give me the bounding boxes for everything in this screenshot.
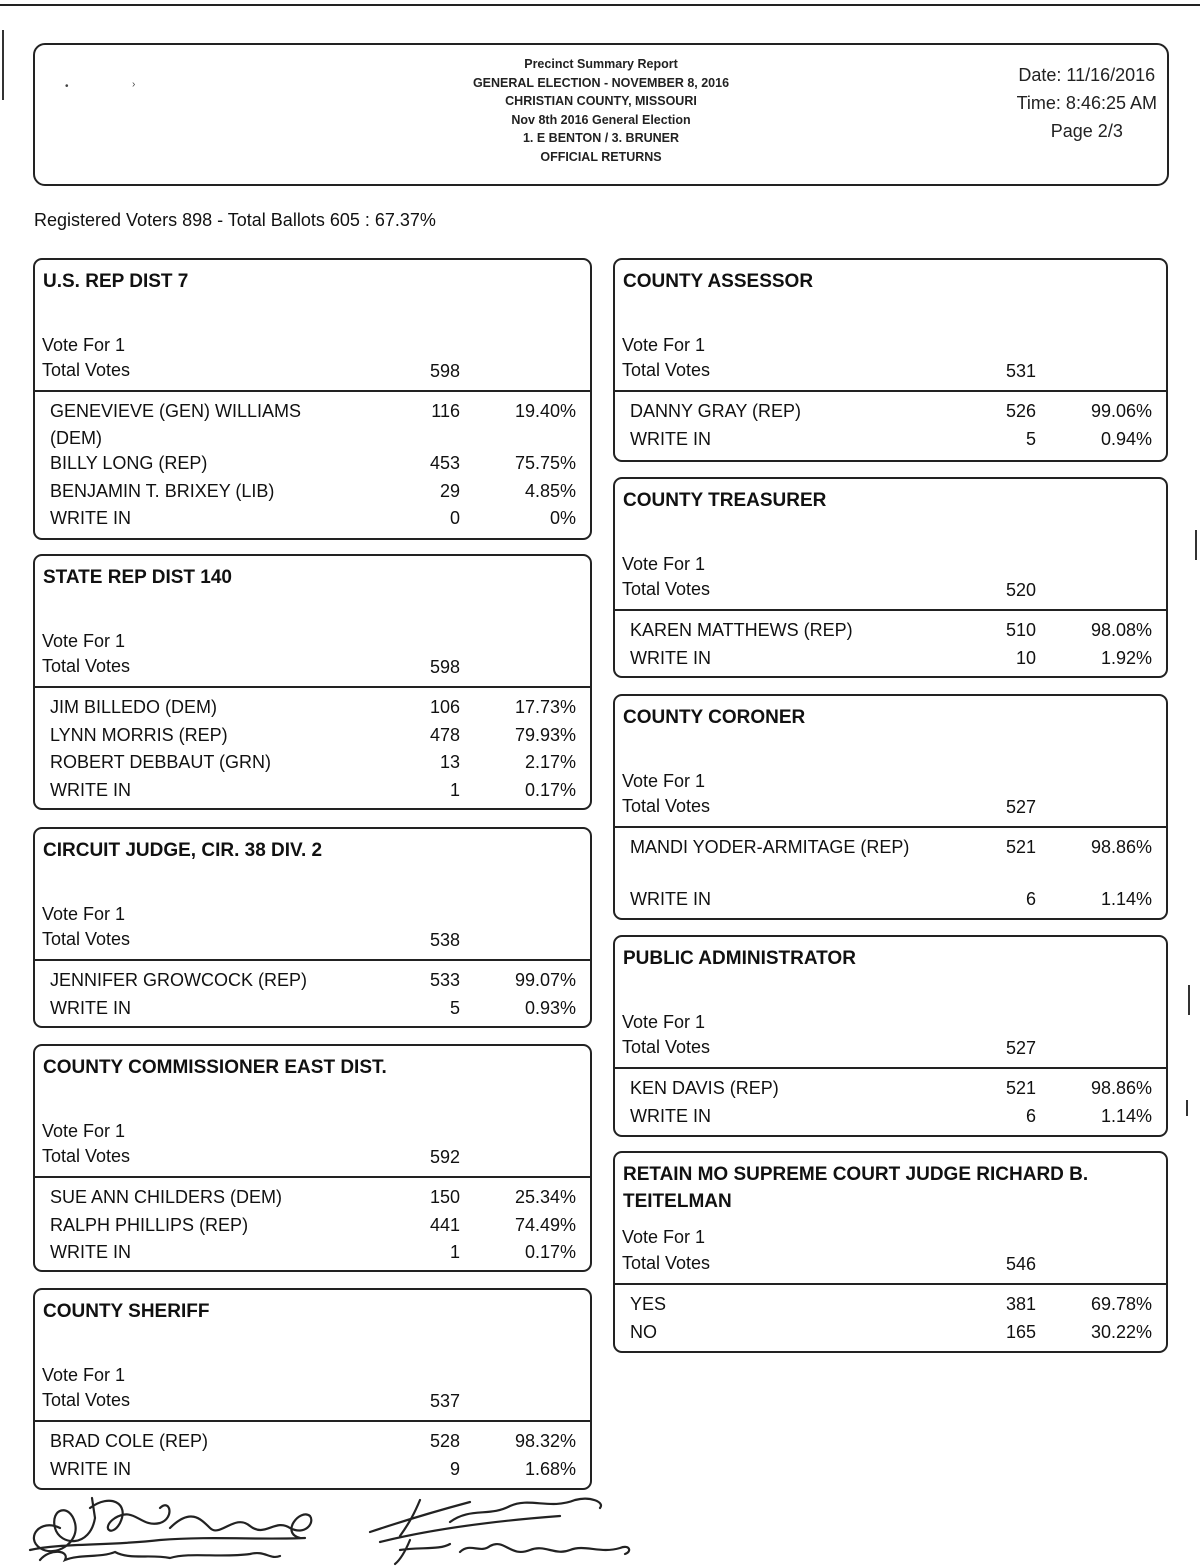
candidate-row [35,505,590,532]
candidate-percent: 19.40% [514,401,576,421]
candidate-name: JENNIFER GROWCOCK (REP) [50,970,308,990]
registered-voters-summary: Registered Voters 898 - Total Ballots 605 : 67.37% [34,210,436,230]
results-divider [615,1067,1166,1069]
candidate-name: WRITE IN [50,508,131,528]
candidate-name: WRITE IN [630,647,711,668]
results-divider [35,959,590,961]
candidate-votes: 526 [1005,401,1036,421]
candidate-votes: 106 [429,697,460,717]
total-votes-value: 598 [429,361,460,381]
total-votes-label: Total Votes [42,1146,131,1166]
candidate-votes: 528 [429,1431,460,1451]
vote-for-label: Vote For 1 [622,1227,706,1247]
candidate-percent: 98.08% [1090,620,1152,640]
right-edge-mark [1195,530,1197,560]
candidate-name: BENJAMIN T. BRIXEY (LIB) [50,480,275,501]
candidate-percent: 79.93% [514,724,576,745]
results-divider [35,1176,590,1178]
candidate-row [35,398,590,452]
candidate-row [35,694,590,721]
report-time: Time: 8:46:25 AM [1016,93,1157,113]
candidate-name: WRITE IN [50,1458,131,1479]
candidate-name: WRITE IN [630,889,711,909]
total-votes-label: Total Votes [622,360,711,380]
jurisdiction: CHRISTIAN COUNTY, MISSOURI [505,94,697,109]
contest-box [33,258,592,540]
candidate-name: YES [630,1294,667,1314]
scan-speck: • [65,81,69,92]
report-date: Date: 11/16/2016 [1018,65,1156,85]
report-header [33,43,1169,186]
candidate-row [35,478,590,505]
contest-title: PUBLIC ADMINISTRATOR [623,948,856,969]
vote-for-label: Vote For 1 [42,1121,126,1141]
candidate-percent: 0% [549,508,576,528]
candidate-row [615,398,1166,425]
election-name: Nov 8th 2016 General Election [511,112,691,127]
candidate-percent: 4.85% [524,480,576,501]
candidate-row [615,1291,1166,1318]
candidate-votes: 29 [439,480,460,501]
vote-for-label: Vote For 1 [622,771,706,791]
contest-title: CIRCUIT JUDGE, CIR. 38 DIV. 2 [43,840,323,861]
report-title-block [35,55,1167,167]
right-edge-mark [1186,1100,1188,1116]
candidate-row [615,1075,1166,1102]
contest-box [613,935,1168,1137]
election-title: GENERAL ELECTION - NOVEMBER 8, 2016 [472,75,730,90]
candidate-votes: 533 [429,970,460,990]
vote-for-label: Vote For 1 [42,631,126,651]
candidate-row [35,1239,590,1266]
right-edge-mark [1188,985,1190,1015]
contest-box [33,554,592,810]
candidate-votes: 6 [1025,1105,1036,1126]
candidate-percent: 1.14% [1100,889,1152,909]
candidate-row [35,777,590,804]
candidate-row [35,1456,590,1483]
results-divider [35,686,590,688]
contest-title: STATE REP DIST 140 [43,567,232,588]
contest-title: RETAIN MO SUPREME COURT JUDGE RICHARD B. TEITELMAN [623,1164,1089,1212]
candidate-name: WRITE IN [630,1105,711,1126]
total-votes-value: 520 [1005,580,1036,600]
candidate-votes: 10 [1015,647,1036,668]
candidate-votes: 5 [1025,428,1036,449]
report-title: Precinct Summary Report [524,57,678,71]
scan-speck: › [132,79,136,90]
contest-box [613,1151,1168,1353]
candidate-row [615,426,1166,453]
report-meta [1017,61,1157,145]
candidate-name: KAREN MATTHEWS (REP) [630,620,853,640]
candidate-percent: 75.75% [514,453,576,473]
candidate-votes: 521 [1005,1078,1036,1098]
candidate-votes: 1 [449,1242,460,1262]
total-votes-label: Total Votes [42,1390,131,1410]
candidate-percent: 0.17% [524,1242,576,1262]
signature-left [20,1488,320,1566]
candidate-name: NO [630,1321,657,1342]
contest-title: COUNTY CORONER [623,707,806,728]
candidate-name: JIM BILLEDO (DEM) [50,697,218,717]
candidate-name: GENEVIEVE (GEN) WILLIAMS (DEM) [50,401,302,448]
total-votes-label: Total Votes [42,360,131,380]
candidate-votes: 0 [449,508,460,528]
contest-title: COUNTY COMMISSIONER EAST DIST. [43,1057,387,1078]
vote-for-label: Vote For 1 [42,904,126,924]
contest-box [33,827,592,1028]
contest-title: COUNTY TREASURER [623,490,827,511]
candidate-row [35,722,590,749]
candidate-name: MANDI YODER-ARMITAGE (REP) [630,837,910,857]
total-votes-value: 531 [1005,361,1036,381]
results-divider [35,390,590,392]
candidate-name: ROBERT DEBBAUT (GRN) [50,752,272,772]
total-votes-value: 537 [429,1391,460,1411]
candidate-row [615,834,1166,888]
returns-type: OFFICIAL RETURNS [540,149,662,164]
total-votes-value: 538 [429,930,460,950]
candidate-percent: 1.14% [1100,1105,1152,1126]
total-votes-value: 598 [429,657,460,677]
contest-box [613,258,1168,462]
candidate-votes: 6 [1025,889,1036,909]
candidate-votes: 478 [429,724,460,745]
candidate-name: KEN DAVIS (REP) [630,1078,779,1098]
results-divider [35,1420,590,1422]
results-divider [615,390,1166,392]
candidate-votes: 381 [1005,1294,1036,1314]
candidate-row [35,749,590,776]
vote-for-label: Vote For 1 [622,335,706,355]
contest-title: COUNTY SHERIFF [43,1301,210,1322]
candidate-name: DANNY GRAY (REP) [630,401,802,421]
candidate-row [35,995,590,1022]
candidate-row [35,1212,590,1239]
candidate-row [35,1428,590,1455]
candidate-percent: 0.17% [524,779,576,800]
total-votes-label: Total Votes [42,929,131,949]
candidate-percent: 17.73% [514,697,576,717]
candidate-percent: 69.78% [1090,1294,1152,1314]
candidate-percent: 98.86% [1090,837,1152,857]
candidate-name: WRITE IN [50,1242,131,1262]
candidate-name: BRAD COLE (REP) [50,1431,209,1451]
candidate-name: RALPH PHILLIPS (REP) [50,1214,249,1235]
left-edge-mark [2,30,4,100]
total-votes-label: Total Votes [622,796,711,816]
candidate-votes: 150 [429,1187,460,1207]
contest-box [613,694,1168,920]
contest-box [33,1044,592,1272]
candidate-percent: 99.07% [514,970,576,990]
vote-for-label: Vote For 1 [622,554,706,574]
vote-for-label: Vote For 1 [42,1365,126,1385]
vote-for-label: Vote For 1 [622,1012,706,1032]
candidate-percent: 0.94% [1100,428,1152,449]
candidate-name: SUE ANN CHILDERS (DEM) [50,1187,283,1207]
results-divider [615,826,1166,828]
signature-right [360,1492,640,1566]
candidate-percent: 98.86% [1090,1078,1152,1098]
candidate-name: BILLY LONG (REP) [50,453,208,473]
contest-box [613,477,1168,678]
candidate-percent: 30.22% [1090,1321,1152,1342]
contest-title: COUNTY ASSESSOR [623,271,814,292]
candidate-votes: 441 [429,1214,460,1235]
total-votes-value: 592 [429,1147,460,1167]
candidate-name: WRITE IN [50,997,131,1018]
results-divider [615,609,1166,611]
total-votes-value: 527 [1005,1038,1036,1058]
total-votes-value: 546 [1005,1254,1036,1274]
candidate-votes: 1 [449,779,460,800]
candidate-name: LYNN MORRIS (REP) [50,724,228,745]
page-number: Page 2/3 [1050,121,1123,141]
candidate-votes: 453 [429,453,460,473]
candidate-row [615,645,1166,672]
candidate-name: WRITE IN [630,428,711,449]
candidate-percent: 99.06% [1090,401,1152,421]
contest-title: U.S. REP DIST 7 [43,271,189,292]
candidate-row [35,1184,590,1211]
candidate-votes: 5 [449,997,460,1018]
candidate-votes: 116 [431,401,460,421]
candidate-votes: 521 [1005,837,1036,857]
top-border-line [0,4,1200,6]
candidate-row [35,967,590,994]
candidate-votes: 165 [1005,1321,1036,1342]
total-votes-label: Total Votes [622,579,711,599]
candidate-percent: 2.17% [524,752,576,772]
candidate-row [615,1103,1166,1130]
results-divider [615,1283,1166,1285]
total-votes-value: 527 [1005,797,1036,817]
vote-for-label: Vote For 1 [42,335,126,355]
total-votes-label: Total Votes [622,1253,711,1273]
candidate-percent: 0.93% [524,997,576,1018]
candidate-row [615,617,1166,644]
candidate-percent: 1.68% [524,1458,576,1479]
candidate-votes: 13 [439,752,460,772]
total-votes-label: Total Votes [622,1037,711,1057]
candidate-votes: 510 [1005,620,1036,640]
candidate-row [615,886,1166,913]
candidate-votes: 9 [449,1458,460,1479]
candidate-row [615,1319,1166,1346]
candidate-percent: 74.49% [514,1214,576,1235]
contest-box [33,1288,592,1490]
precinct-name: 1. E BENTON / 3. BRUNER [522,131,680,146]
candidate-percent: 25.34% [514,1187,576,1207]
candidate-percent: 1.92% [1100,647,1152,668]
candidate-name: WRITE IN [50,779,131,800]
candidate-percent: 98.32% [514,1431,576,1451]
total-votes-label: Total Votes [42,656,131,676]
candidate-row [35,450,590,477]
